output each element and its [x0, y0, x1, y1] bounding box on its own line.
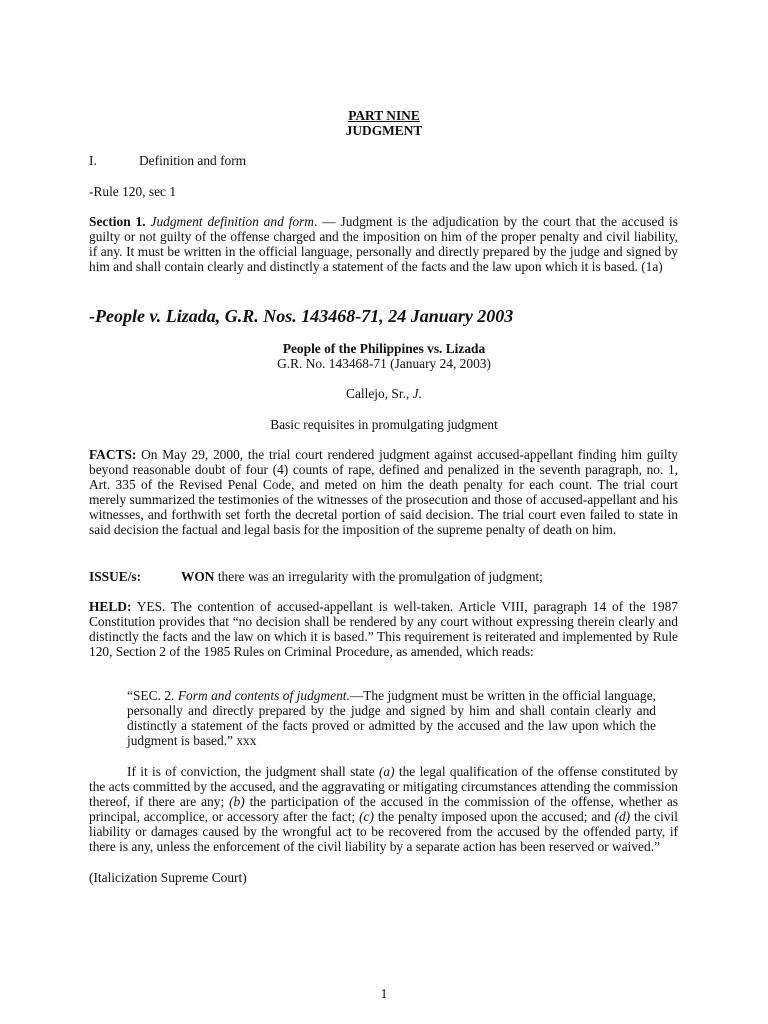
quote2-part4: the penalty imposed upon the accused; and: [373, 809, 615, 824]
quote1-text: —The judgment must be written in the official language, personally and directly prepared by the judge and signed by him and shall contain clearly and distinctly a statement of the facts proved or admitted by the accused and the law upon which the judgment is based.” xxx: [127, 688, 656, 748]
ponente-name: Callejo, Sr.,: [346, 386, 413, 401]
italicization-note: (Italicization Supreme Court): [89, 870, 247, 885]
ponente-suffix: J.: [412, 386, 422, 401]
ponente: [0, 386, 768, 401]
quote1-italic: Form and contents of judgment.: [177, 688, 350, 703]
case-title: People of the Philippines vs. Lizada: [282, 341, 486, 356]
section1-label: Section 1.: [89, 214, 146, 229]
section1-italic: Judgment definition and form: [150, 214, 314, 229]
quote2-d: (d): [614, 809, 631, 824]
quote2-c: (c): [359, 809, 374, 824]
quote2-part3: the participation of the accused in the commission of the offense, whether as principal, accomplice, or accessory after the fact;: [89, 794, 678, 824]
issue-paragraph: [89, 569, 678, 584]
facts-label: FACTS:: [89, 447, 137, 462]
quote2-a: (a): [378, 764, 395, 779]
section-heading: [89, 153, 678, 168]
facts-text: On May 29, 2000, the trial court rendered judgment against accused-appellant finding him guilty beyond reasonable doubt of four (4) counts of rape, defined and penalized in the seventh paragraph, no. 1, Art. 335 of the Revised Penal Code, and meted on him the death penalty for each count. The trial court merely summarized the testimonies of the witnesses of the prosecution and those of accused-appellant and his witnesses, and forthwith set forth the decretal portion of said decision. The trial court even failed to state in said decision the factual and legal basis for the imposition of the supreme penalty of death on him.: [89, 447, 678, 537]
section1-text: . — Judgment is the adjudication by the court that the accused is guilty or not guilty of the offense charged and the imposition on him of the proper penalty and civil liability, if any. It must be written in the official language, personally and directly prepared by the judge and signed by him and shall contain clearly and distinctly a statement of the facts and the law upon which it is based. (1a): [89, 214, 678, 274]
held-paragraph: [89, 599, 678, 659]
quote2-part5: the civil liability or damages caused by the wrongful act to be recovered from the accused by the offended party, if there is any, unless the enforcement of the civil liability by a separate action has been reserved or waived.”: [89, 809, 678, 854]
quote1-prefix: “SEC. 2.: [127, 688, 178, 703]
quote2-part2: the legal qualification of the offense constituted by the acts committed by the accused, and the aggravating or mitigating circumstances attending the commission thereof, if there are any;: [89, 764, 679, 809]
topic-line: Basic requisites in promulgating judgment: [270, 417, 498, 432]
case-heading: -People v. Lizada, G.R. Nos. 143468-71, 24 January 2003: [89, 306, 514, 326]
part-heading: PART NINE: [348, 108, 420, 123]
judgment-heading: JUDGMENT: [345, 123, 423, 138]
quote-conviction: [89, 764, 678, 854]
issue-text: there was an irregularity with the promulgation of judgment;: [214, 569, 543, 584]
quote2-part1: If it is of conviction, the judgment shall state: [127, 764, 379, 779]
section-title: Definition and form: [139, 153, 247, 168]
quote-section2: [127, 688, 656, 748]
facts-paragraph: [89, 447, 678, 537]
quote2-b: (b): [229, 794, 245, 809]
issue-label: ISSUE/s:: [89, 569, 142, 584]
issue-won: WON: [181, 569, 215, 584]
rule-reference: -Rule 120, sec 1: [89, 184, 177, 199]
held-label: HELD:: [89, 599, 132, 614]
section-number: I.: [89, 153, 97, 168]
held-text: YES. The contention of accused-appellant is well-taken. Article VIII, paragraph 14 of the 1987 Constitution provides that “no decision shall be rendered by any court without expressing therein clearly and distinctly the facts and the law on which it is based.” This requirement is reiterated and implemented by Rule 120, Section 2 of the 1985 Rules on Criminal Procedure, as amended, which reads:: [89, 599, 678, 659]
case-gr: G.R. No. 143468-71 (January 24, 2003): [277, 356, 491, 371]
section1-paragraph: [89, 214, 678, 274]
page-number: 1: [380, 986, 388, 1001]
